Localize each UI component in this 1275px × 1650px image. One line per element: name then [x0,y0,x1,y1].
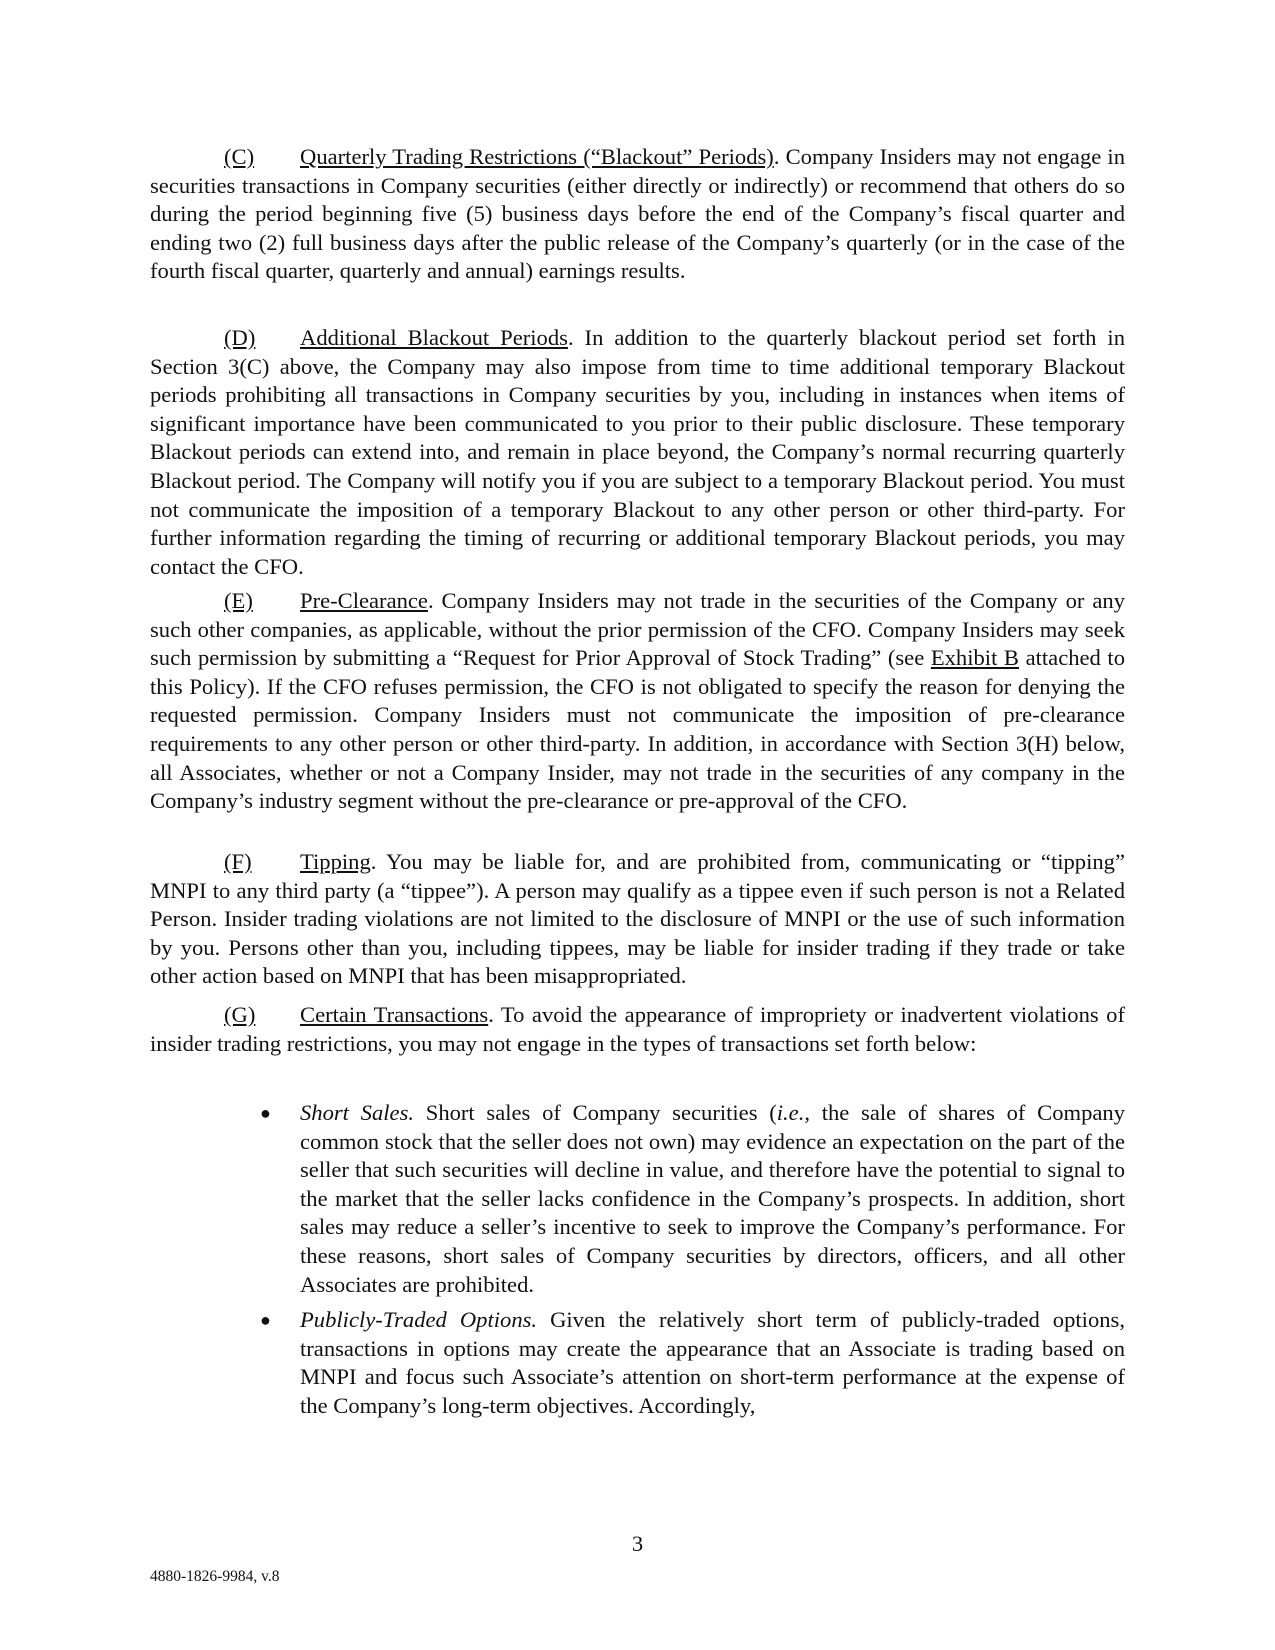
bullet-options-title: Publicly-Traded Options. [300,1307,538,1332]
section-f-label: (F) [224,849,252,874]
section-d-paragraph [150,324,1125,581]
bullet-short-sales [260,1099,1126,1299]
section-g-paragraph [150,1001,1125,1058]
section-g-body: . To avoid the appearance of impropriety or inadvertent violations of insider trading restrictions, you may not engage in the types of transactions set forth below: [150,1002,1125,1056]
section-g-label: (G) [224,1002,256,1027]
bullet-publicly-traded-options [260,1306,1125,1420]
section-d-body: . In addition to the quarterly blackout period set forth in Section 3(C) above, the Company may also impose from time to time additional temporary Blackout periods prohibiting all transactions in Company securities by you, including in instances when items of significant importance have been communicated to you prior to their public disclosure. These temporary Blackout periods can extend into, and remain in place beyond, the Company’s normal recurring quarterly Blackout period. The Company will notify you if you are subject to a temporary Blackout period. You must not communicate the imposition of a temporary Blackout to any other person or other third-party. For further information regarding the timing of recurring or additional temporary Blackout periods, you may contact the CFO. [150,325,1125,579]
bullet-short-sales-text-a: Short sales of Company securities ( [414,1100,777,1125]
bullet-short-sales-ie: i.e. [776,1100,805,1125]
section-e-body-before-link: . Company Insiders may not trade in the securities of the Company or any such other companies, as applicable, without the prior permission of the CFO. Company Insiders may seek such permission by submitting a “Request for Prior Approval of Stock Trading” (see [150,588,1125,671]
section-e-paragraph [150,587,1125,816]
section-c-paragraph [150,143,1125,286]
section-c-heading: Quarterly Trading Restrictions (“Blackout” Periods) [300,144,774,169]
section-e-body-after-link: attached to this Policy). If the CFO refuses permission, the CFO is not obligated to specify the reason for denying the requested permission. Company Insiders must not communicate the imposition of pre-clearance requirements to any other person or other third-party. In addition, in accordance with Section 3(H) below, all Associates, whether or not a Company Insider, may not trade in the securities of any company in the Company’s industry segment without the pre-clearance or pre-approval of the CFO. [150,645,1125,814]
bullet-dot-icon: ● [260,1103,271,1123]
section-f-heading: Tipping [300,849,371,874]
section-c-label: (C) [224,144,255,169]
bullet-short-sales-text-b: , the sale of shares of Company common stock that the seller does not own) may evidence an expectation on the part of the seller that such securities will decline in value, and therefore have the potential to signal to the market that the seller lacks confidence in the Company’s prospects. In addition, short sales may reduce a seller’s incentive to seek to improve the Company’s performance. For these reasons, short sales of Company securities by directors, officers, and all other Associates are prohibited. [300,1100,1126,1297]
document-id: 4880-1826-9984, v.8 [150,1568,280,1585]
section-f-body: . You may be liable for, and are prohibited from, communicating or “tipping” MNPI to any third party (a “tippee”). A person may qualify as a tippee even if such person is not a Related Person. Insider trading violations are not limited to the disclosure of MNPI or the use of such information by you. Persons other than you, including tippees, may be liable for insider trading if they trade or take other action based on MNPI that has been misappropriated. [150,849,1125,989]
bullet-short-sales-title: Short Sales. [300,1100,415,1125]
section-d-label: (D) [224,325,256,350]
section-c-body: . Company Insiders may not engage in securities transactions in Company securities (either directly or indirectly) or recommend that others do so during the period beginning five (5) business days before the end of the Company’s fiscal quarter and ending two (2) full business days after the public release of the Company’s quarterly (or in the case of the fourth fiscal quarter, quarterly and annual) earnings results. [150,144,1125,284]
page-number: 3 [631,1531,644,1556]
bullet-dot-icon: ● [260,1310,271,1330]
section-e-label: (E) [224,588,253,613]
section-g-heading: Certain Transactions [300,1002,489,1027]
exhibit-b-link[interactable]: Exhibit B [930,645,1019,671]
section-f-paragraph [150,848,1125,991]
bullet-options-text: Given the relatively short term of publicly-traded options, transactions in options may create the appearance that an Associate is trading based on MNPI and focus such Associate’s attention on short-term performance at the expense of the Company’s long-term objectives. Accordingly, [300,1307,1125,1418]
section-d-heading: Additional Blackout Periods [300,325,568,350]
section-e-heading: Pre-Clearance [300,588,428,613]
